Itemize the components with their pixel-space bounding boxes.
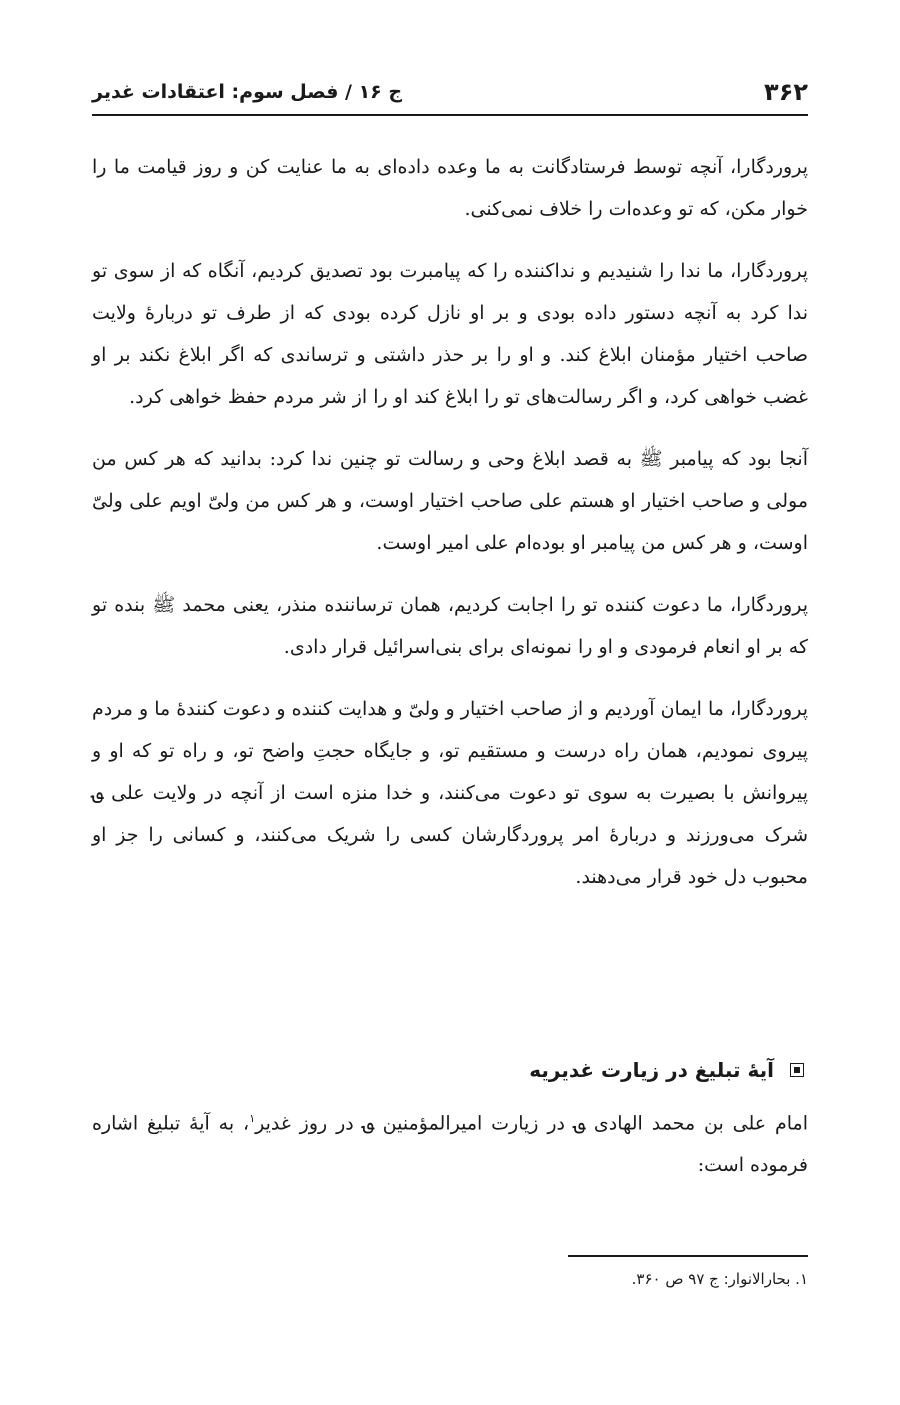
paragraph: آنجا بود که پیامبر ﷺ به قصد ابلاغ وحی و رسالت تو چنین ندا کرد: بدانید که هر کس من مولی و صاحب اختیار او هستم علی صاحب اختیار اوست، و هر کس من ولیّ اویم علی ولیّ اوست، و هر کس من پیامبر او بوده‌ام علی امیر اوست. xyxy=(92,448,808,554)
section-text-part1: امام علی بن محمد الهادی ؈ در زیارت امیرالمؤمنین ؈ در روز غدیر xyxy=(255,1112,808,1135)
footnote-marker[interactable]: ۱ xyxy=(249,1112,256,1125)
paragraph: پروردگارا، ما دعوت کننده تو را اجابت کردیم، همان ترساننده منذر، یعنی محمد ﷺ بنده تو که بر او انعام فرمودی و او را نمونه‌ای برای بنی‌اسرائیل قرار دادی. xyxy=(92,594,808,658)
page-header xyxy=(92,70,808,116)
paragraph: پروردگارا، آنچه توسط فرستادگانت به ما وعده داده‌ای به ما عنایت کن و روز قیامت ما را خوار مکن، که تو وعده‌ات را خلاف نمی‌کنی. xyxy=(92,156,808,220)
paragraph: پروردگارا، ما ایمان آوردیم و از صاحب اختیار و ولیّ و هدایت کننده و دعوت کنندهٔ ما و مردم پیروی نمودیم، همان راه درست و مستقیم تو، و جایگاه حجتِ واضح تو، و راه تو که او و پیروانش با بصیرت به سوی تو دعوت می‌کنند، و خدا منزه است از آنچه در ولایت علی ؈ شرک می‌ورزند و دربارهٔ امر پروردگارشان کسی را شریک می‌کنند، و کسانی را جز او محبوب دل خود قرار می‌دهند. xyxy=(92,698,808,888)
square-bullet-icon xyxy=(790,1063,804,1077)
main-text xyxy=(92,146,808,918)
footnote-divider xyxy=(568,1255,808,1257)
section-heading xyxy=(92,1058,808,1082)
section-text-part2: ، به آیهٔ تبلیغ اشاره فرموده است: xyxy=(92,1112,808,1177)
section-heading-text: آیهٔ تبلیغ در زیارت غدیریه xyxy=(529,1058,774,1082)
section-paragraph xyxy=(92,1098,808,1186)
running-head: ج ۱۶ / فصل سوم: اعتقادات غدیر xyxy=(92,81,403,103)
section-body xyxy=(92,1098,808,1206)
page-number: ۳۶۲ xyxy=(764,78,808,106)
paragraph: پروردگارا، ما ندا را شنیدیم و نداکننده را که پیامبرت بود تصدیق کردیم، آنگاه که از سوی تو ندا کرد به آنچه دستور داده بودی و بر او نازل کرده بودی که از طرف تو دربارهٔ ولایت صاحب اختیار مؤمنان ابلاغ کند. و او را بر حذر داشتی و ترساندی که اگر ابلاغ نکند بر او غضب خواهی کرد، و اگر رسالت‌های تو را ابلاغ کند او را از شر مردم حفظ خواهی کرد. xyxy=(92,260,808,408)
footnote: ۱. بحارالانوار: ج ۹۷ ص ۳۶۰. xyxy=(631,1270,808,1288)
book-page xyxy=(92,0,808,1405)
